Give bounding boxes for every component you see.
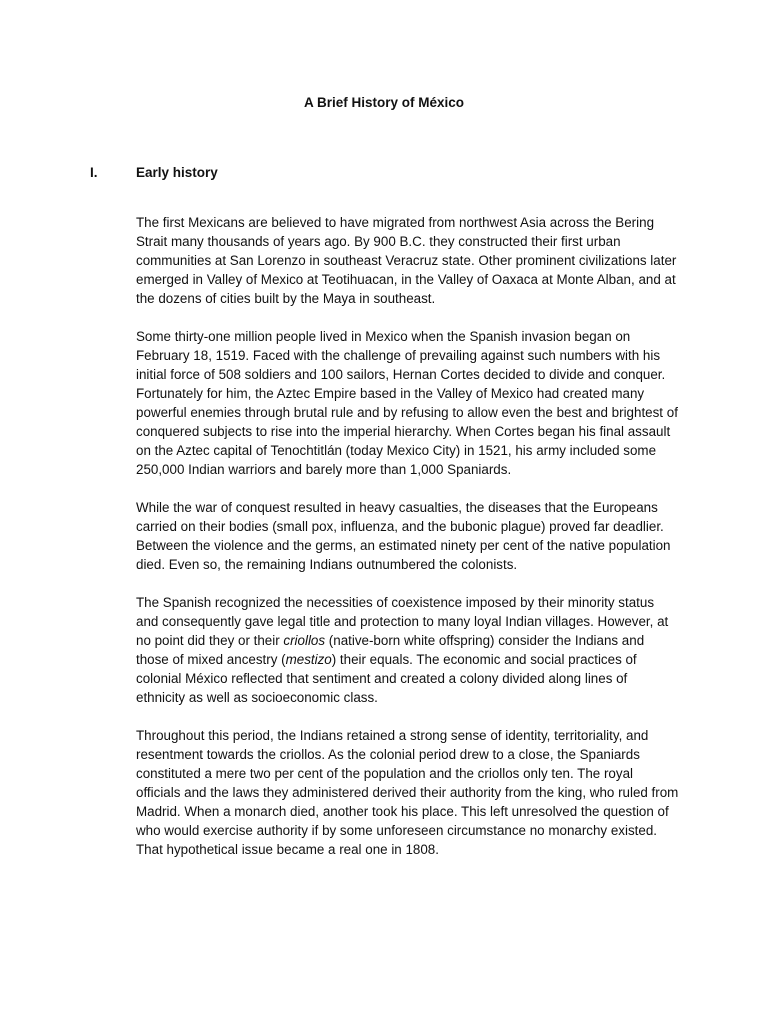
paragraph-2: Some thirty-one million people lived in Mexico when the Spanish invasion began on February 18, 1519. Faced with the challenge of prevailing against such numbers with his initial force of 508 soldiers and 100 sailors, Hernan Cortes decided to divide and conquer. Fortunately for him, the Aztec Empire based in the Valley of Mexico had created many powerful enemies through brutal rule and by refusing to allow even the best and brightest of conquered subjects to rise into the imperial hierarchy. When Cortes began his final assault on the Aztec capital of Tenochtitlán (today Mexico City) in 1521, his army included some 250,000 Indian warriors and barely more than 1,000 Spaniards. <box>136 329 678 477</box>
term-mestizo: mestizo <box>285 652 332 667</box>
section-heading <box>0 163 768 182</box>
section-number: I. <box>90 165 98 180</box>
paragraph-4 <box>136 593 680 707</box>
paragraph-5: Throughout this period, the Indians retained a strong sense of identity, territoriality, and resentment towards the criollos. As the colonial period drew to a close, the Spaniards constituted a mere two per cent of the population and the criollos only ten. The royal officials and the laws they administered derived their authority from the king, who ruled from Madrid. When a monarch died, another took his place. This left unresolved the question of who would exercise authority if by some unforeseen circumstance no monarchy existed. That hypothetical issue became a real one in 1808. <box>136 728 679 857</box>
document-title: A Brief History of México <box>303 95 465 110</box>
paragraph-4-text-1: The Spanish recognized the necessities of coexistence imposed by their minority status and consequently gave legal title and protection to many loyal Indian villages. However, at no point did they or their <box>136 595 669 648</box>
section-title: Early history <box>136 165 218 180</box>
paragraph-4-text-3: ) their equals. The economic and social practices of colonial México reflected that sentiment and created a colony divided along lines of ethnicity as well as socioeconomic class. <box>136 652 637 705</box>
paragraph-1: The first Mexicans are believed to have migrated from northwest Asia across the Bering Strait many thousands of years ago. By 900 B.C. they constructed their first urban communities at San Lorenzo in southeast Veracruz state. Other prominent civilizations later emerged in Valley of Mexico at Teotihuacan, in the Valley of Oaxaca at Monte Alban, and at the dozens of cities built by the Maya in southeast. <box>136 215 677 306</box>
paragraph-3: While the war of conquest resulted in heavy casualties, the diseases that the Europeans carried on their bodies (small pox, influenza, and the bubonic plague) proved far deadlier. Between the violence and the germs, an estimated ninety per cent of the native population died. Even so, the remaining Indians outnumbered the colonists. <box>136 500 671 572</box>
term-criollos: criollos <box>283 633 326 648</box>
paragraph-4-text-2: (native-born white offspring) consider the Indians and those of mixed ancestry ( <box>136 633 645 667</box>
document-body <box>136 213 680 878</box>
